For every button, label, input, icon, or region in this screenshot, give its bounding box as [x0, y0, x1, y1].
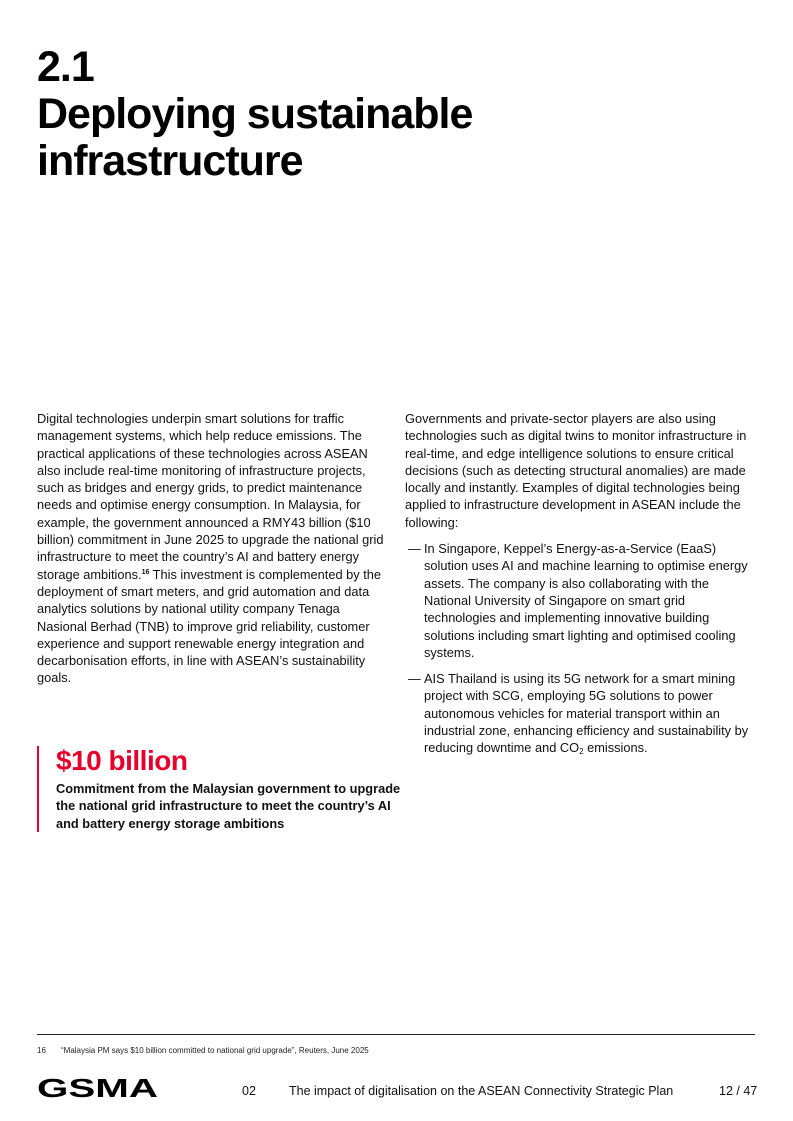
section-title-line1: Deploying sustainable — [37, 90, 473, 138]
footnote-number: 16 — [37, 1046, 46, 1055]
callout-value: $10 billion — [56, 745, 188, 776]
gsma-logo[interactable] — [37, 1076, 159, 1100]
footnote — [37, 1045, 369, 1056]
page-heading — [37, 44, 472, 185]
body-paragraph: Digital technologies underpin smart solutions for traffic management systems, which help reduce emissions. The practical applications of these technologies across ASEAN also include real-time monitoring of infrastructure projects, such as bridges and energy grids, to predict maintenance needs and optimise energy consumption. In Malaysia, for example, the government announced a RMY43 billion ($10 billion) commitment in June 2025 to upgrade the national grid infrastructure to meet the country’s AI and battery energy storage ambitions.$^{16}$ This investment is complemented by the deployment of smart meters, and grid automation and data analytics solutions by national utility company Tenaga Nasional Berhad (TNB) to improve grid reliability, customer experience and support renewable energy integration and decarbonisation efforts, in line with ASEAN’s sustainability goals. — [37, 411, 384, 686]
dash-bullet-icon: — — [408, 671, 421, 687]
footnote-divider — [37, 1034, 755, 1035]
section-title-line2: infrastructure — [37, 137, 303, 185]
footnote-reference[interactable]: 16 — [141, 568, 150, 576]
gsma-logo-text: GSMA — [37, 1076, 159, 1100]
stat-callout — [37, 746, 416, 832]
list-item — [405, 540, 757, 661]
left-column — [37, 410, 389, 687]
examples-list — [405, 540, 757, 757]
footer-document-title: The impact of digitalisation on the ASEAN Connectivity Strategic Plan — [289, 1084, 674, 1098]
intro-paragraph: Governments and private-sector players are also using technologies such as digital twins to monitor infrastructure in real-time, and edge intelligence solutions to ensure critical decisions (such as detecting structural anomalies) are made locally and instantly. Examples of digital technologies being applied to infrastructure development in ASEAN include the following: — [405, 411, 747, 530]
callout-text: Commitment from the Malaysian government to upgrade the national grid infrastructure to meet the country’s AI and battery energy storage ambitions — [56, 781, 401, 831]
dash-bullet-icon: — — [408, 541, 421, 557]
section-number: 2.1 — [37, 43, 94, 91]
list-item-text: AIS Thailand is using its 5G network for a smart mining project with SCG, employing 5G solutions to power autonomous vehicles for material transport within an industrial zone, enhancing efficiency and sustainability by reducing downtime and $CO_2$ emissions. — [424, 671, 749, 757]
list-item — [405, 670, 757, 756]
right-column — [405, 410, 757, 757]
page-number: 12 / 47 — [719, 1084, 758, 1098]
footnote-text: “Malaysia PM says $10 billion committed to national grid upgrade”, Reuters, June 2025 — [61, 1046, 369, 1055]
footer-section-number: 02 — [242, 1084, 256, 1098]
list-item-text: In Singapore, Keppel’s Energy-as-a-Service (EaaS) solution uses AI and machine learning to optimise energy assets. The company is also collaborating with the National University of Singapore on smart grid technologies and implementing innovative building solutions including smart lighting and optimised cooling systems. — [424, 541, 748, 660]
